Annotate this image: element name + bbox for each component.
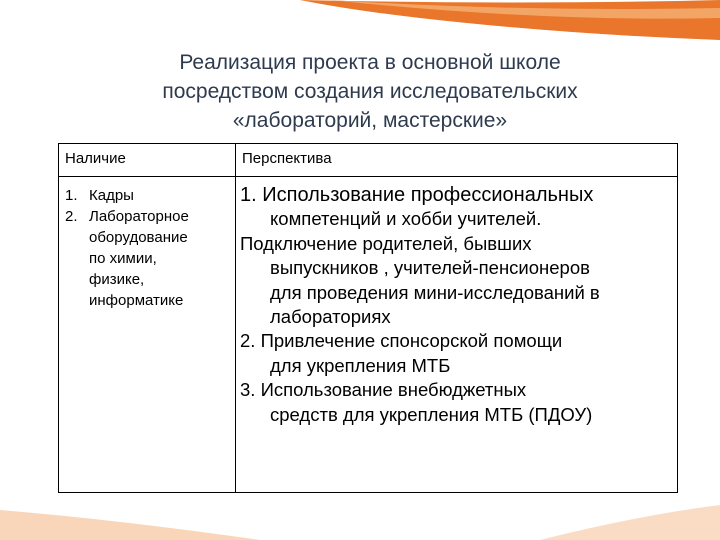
perspective-line: для укрепления МТБ [270, 354, 451, 376]
list-item-cont [65, 227, 229, 248]
slide-title [110, 48, 630, 135]
perspective-line: компетенций и хобби учителей. [270, 208, 542, 230]
list-text: Кадры [89, 187, 134, 204]
header-available: Наличие [65, 150, 126, 167]
header-perspective: Перспектива [242, 150, 332, 167]
list-item-cont [65, 248, 229, 269]
header-cell-available [59, 144, 236, 177]
perspective-line: 3. Использование внебюджетных [240, 379, 527, 401]
list-item [65, 185, 229, 206]
perspective-line: средств для укрепления МТБ (ПДОУ) [270, 403, 593, 425]
table-body-row [59, 177, 678, 493]
perspective-cell [236, 177, 678, 493]
list-item [65, 206, 229, 227]
list-item-cont [65, 269, 229, 290]
list-item-cont [65, 290, 229, 311]
list-number: 1. [65, 187, 78, 204]
perspective-line: 1. Использование профессиональных [240, 184, 594, 206]
list-number: 2. [65, 208, 78, 225]
available-cell [59, 177, 236, 493]
available-list [59, 177, 235, 311]
perspective-line: выпускников , учителей-пенсионеров [270, 257, 590, 279]
list-text: оборудование [89, 229, 188, 246]
perspective-line: лабораториях [270, 306, 391, 328]
table-header-row [59, 144, 678, 177]
perspective-line: Подключение родителей, бывших [240, 232, 532, 254]
title-line-1: Реализация проекта в основной школе [179, 51, 561, 74]
header-cell-perspective [236, 144, 678, 177]
list-text: физике, [89, 271, 145, 288]
bottom-left-swoosh [0, 510, 260, 540]
perspective-line: для проведения мини-исследований в [270, 281, 600, 303]
content-table [58, 143, 678, 493]
list-text: Лабораторное [89, 208, 189, 225]
top-right-swoosh-light [330, 0, 720, 19]
top-right-swoosh [300, 0, 720, 40]
title-line-2: посредством создания исследовательских [162, 80, 578, 103]
bottom-right-swoosh [540, 505, 720, 540]
title-line-3: «лабораторий, мастерские» [232, 109, 508, 132]
list-text: информатике [89, 292, 184, 309]
list-text: по химии, [89, 250, 157, 267]
perspective-line: 2. Привлечение спонсорской помощи [240, 330, 563, 352]
perspective-text [236, 177, 677, 427]
